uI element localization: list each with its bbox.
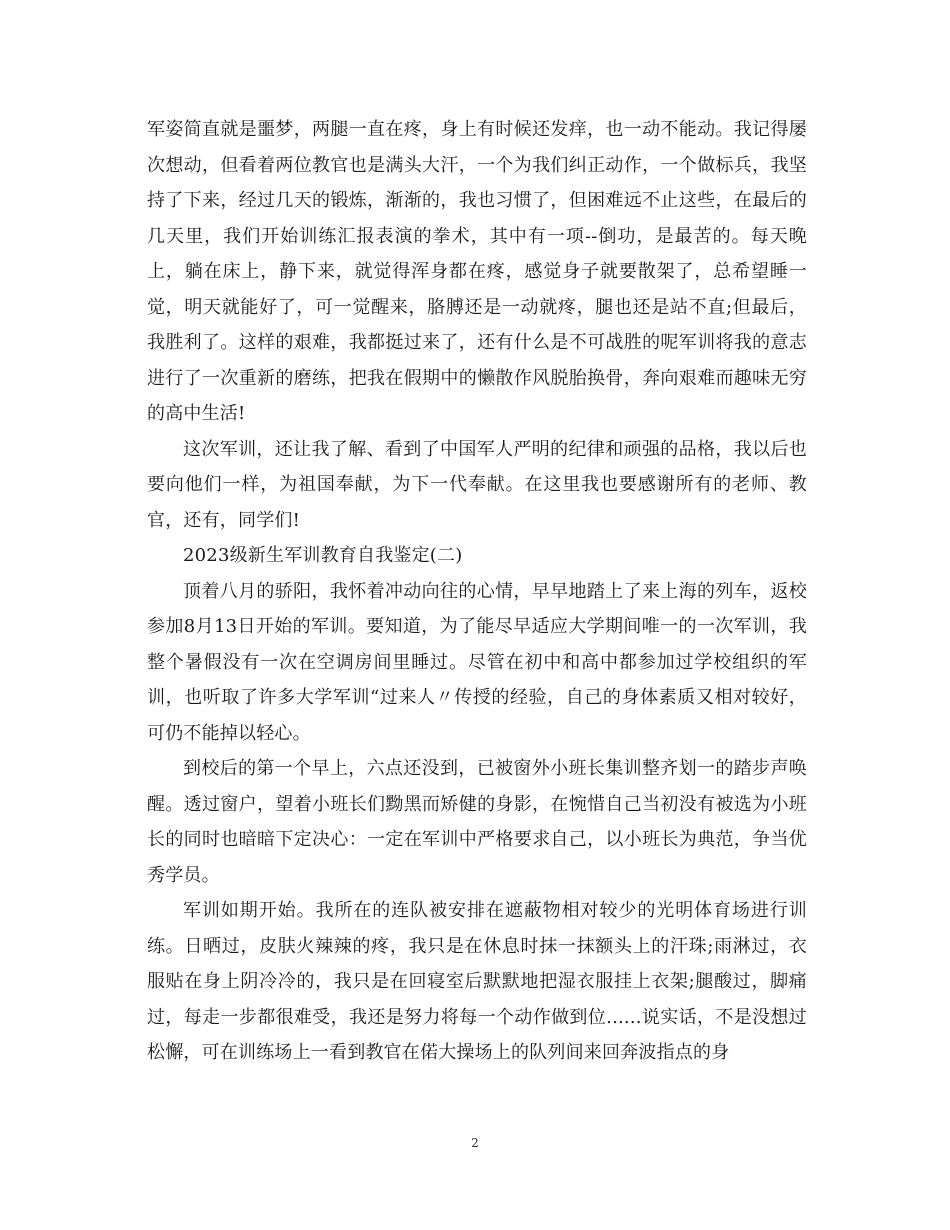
paragraph-1: 军姿简直就是噩梦，两腿一直在疼，身上有时候还发痒，也一动不能动。我记得屡次想动，但看着两位教官也是满头大汗，一个为我们纠正动作，一个做标兵，我坚持了下来，经过几天的锻炼，渐渐的，我也习惯了，但困难远不止这些，在最后的几天里，我们开始训练汇报表演的拳术，其中有一项--倒功，是最苦的。每天晚上，躺在床上，静下来，就觉得浑身都在疼，感觉身子就要散架了，总希望睡一觉，明天就能好了，可一觉醒来，胳膊还是一动就疼，腿也还是站不直;但最后，我胜利了。这样的艰难，我都挺过来了，还有什么是不可战胜的呢军训将我的意志进行了一次重新的磨练，把我在假期中的懒散作风脱胎换骨，奔向艰难而趣味无穷的高中生活!: [147, 119, 807, 424]
paragraph-5: 军训如期开始。我所在的连队被安排在遮蔽物相对较少的光明体育场进行训练。日晒过，皮肤火辣辣的疼，我只是在休息时抹一抹额头上的汗珠;雨淋过，衣服贴在身上阴冷冷的，我只是在回寝室后默默地把湿衣服挂上衣架;腿酸过，脚痛过，每走一步都很难受，我还是努力将每一个动作做到位......说实话，不是没想过松懈，可在训练场上一看到教官在偌大操场上的队列间来回奔波指点的身: [147, 900, 807, 1063]
paragraph-4: 到校后的第一个早上，六点还没到，已被窗外小班长集训整齐划一的踏步声唤醒。透过窗户，望着小班长们黝黑而矫健的身影，在惋惜自己当初没有被选为小班长的同时也暗暗下定决心：一定在军训中严格要求自己，以小班长为典范，争当优秀学员。: [147, 758, 807, 886]
paragraph-3: 顶着八月的骄阳，我怀着冲动向往的心情，早早地踏上了来上海的列车，返校参加8月13日开始的军训。要知道，为了能尽早适应大学期间唯一的一次军训，我整个暑假没有一次在空调房间里睡过。尽管在初中和高中都参加过学校组织的军训，也听取了许多大学军训“过来人〃传授的经验，自己的身体素质又相对较好，可仍不能掉以轻心。: [147, 580, 807, 744]
paragraph-2: 这次军训，还让我了解、看到了中国军人严明的纪律和顽强的品格，我以后也要向他们一样，为祖国奉献，为下一代奉献。在这里我也要感谢所有的老师、教官，还有，同学们!: [147, 438, 807, 531]
document-body: [147, 112, 807, 1071]
page-number: 2: [471, 1136, 479, 1150]
section-heading: 2023级新生军训教育自我鉴定(二): [183, 545, 463, 566]
